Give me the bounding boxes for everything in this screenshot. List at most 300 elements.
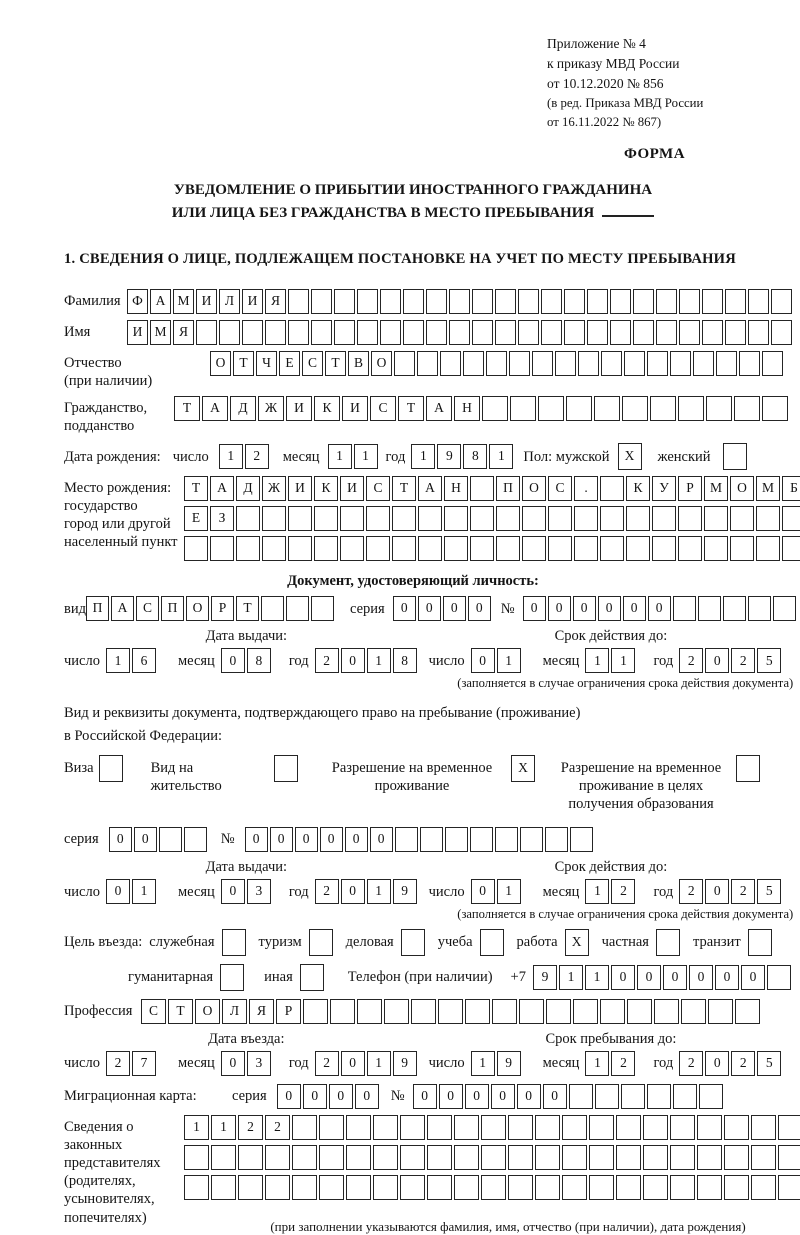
char-cell[interactable] <box>762 396 788 421</box>
char-cell[interactable]: У <box>652 476 676 501</box>
char-cell[interactable] <box>288 506 312 531</box>
char-cell[interactable] <box>357 999 382 1024</box>
char-cell[interactable] <box>470 827 493 852</box>
char-cell[interactable] <box>482 396 508 421</box>
issue-year-cells[interactable] <box>315 648 419 673</box>
char-cell[interactable]: Н <box>454 396 480 421</box>
char-cell[interactable] <box>643 1145 668 1170</box>
char-cell[interactable] <box>724 1115 749 1140</box>
char-cell[interactable]: 0 <box>370 827 393 852</box>
char-cell[interactable] <box>587 320 608 345</box>
purpose-official-checkbox[interactable] <box>222 929 248 956</box>
char-cell[interactable] <box>679 289 700 314</box>
char-cell[interactable]: 0 <box>345 827 368 852</box>
char-cell[interactable]: 2 <box>611 1051 635 1076</box>
char-cell[interactable]: 8 <box>463 444 487 469</box>
char-cell[interactable] <box>762 351 783 376</box>
patronymic-cells[interactable] <box>210 351 785 376</box>
char-cell[interactable] <box>403 289 424 314</box>
char-cell[interactable] <box>288 320 309 345</box>
char-cell[interactable] <box>238 1145 263 1170</box>
purpose-private-checkbox[interactable] <box>656 929 682 956</box>
char-cell[interactable] <box>380 289 401 314</box>
char-cell[interactable] <box>159 827 182 852</box>
guardians-row3-cells[interactable] <box>184 1175 800 1200</box>
char-cell[interactable] <box>384 999 409 1024</box>
char-cell[interactable] <box>595 1084 619 1109</box>
char-cell[interactable]: И <box>342 396 368 421</box>
char-cell[interactable] <box>678 506 702 531</box>
char-cell[interactable]: А <box>111 596 134 621</box>
char-cell[interactable] <box>311 596 334 621</box>
char-cell[interactable]: Т <box>236 596 259 621</box>
char-cell[interactable]: 0 <box>623 596 646 621</box>
char-cell[interactable] <box>427 1145 452 1170</box>
char-cell[interactable]: 1 <box>367 648 391 673</box>
char-cell[interactable] <box>330 999 355 1024</box>
char-cell[interactable] <box>522 536 546 561</box>
char-cell[interactable] <box>723 596 746 621</box>
char-cell[interactable] <box>319 1115 344 1140</box>
char-cell[interactable] <box>401 929 425 956</box>
char-cell[interactable]: П <box>161 596 184 621</box>
residence-issue-year-cells[interactable] <box>315 879 419 904</box>
char-cell[interactable]: 9 <box>497 1051 521 1076</box>
char-cell[interactable] <box>300 964 324 991</box>
doc-number-cells[interactable] <box>523 596 798 621</box>
char-cell[interactable]: 0 <box>663 965 687 990</box>
char-cell[interactable] <box>535 1175 560 1200</box>
char-cell[interactable] <box>334 289 355 314</box>
char-cell[interactable]: 1 <box>219 444 243 469</box>
char-cell[interactable] <box>693 351 714 376</box>
doc-series-cells[interactable] <box>393 596 493 621</box>
purpose-other-checkbox[interactable] <box>300 964 326 991</box>
char-cell[interactable] <box>319 1145 344 1170</box>
char-cell[interactable]: 2 <box>611 879 635 904</box>
char-cell[interactable] <box>678 536 702 561</box>
char-cell[interactable] <box>656 289 677 314</box>
char-cell[interactable]: И <box>340 476 364 501</box>
char-cell[interactable]: Т <box>174 396 200 421</box>
char-cell[interactable]: 2 <box>106 1051 130 1076</box>
char-cell[interactable] <box>472 320 493 345</box>
temp-residence-checkbox[interactable] <box>511 755 537 782</box>
char-cell[interactable] <box>519 999 544 1024</box>
char-cell[interactable]: 2 <box>315 648 339 673</box>
char-cell[interactable] <box>704 536 728 561</box>
char-cell[interactable] <box>426 320 447 345</box>
char-cell[interactable] <box>627 999 652 1024</box>
char-cell[interactable] <box>532 351 553 376</box>
char-cell[interactable] <box>211 1175 236 1200</box>
char-cell[interactable]: 5 <box>757 879 781 904</box>
char-cell[interactable] <box>184 1175 209 1200</box>
char-cell[interactable]: 0 <box>418 596 441 621</box>
char-cell[interactable] <box>748 289 769 314</box>
char-cell[interactable]: 1 <box>497 648 521 673</box>
char-cell[interactable]: Б <box>782 476 800 501</box>
char-cell[interactable] <box>771 320 792 345</box>
birth-year-cells[interactable] <box>411 444 515 469</box>
char-cell[interactable] <box>594 396 620 421</box>
sex-male-checkbox[interactable] <box>618 443 644 470</box>
char-cell[interactable]: Я <box>173 320 194 345</box>
char-cell[interactable]: Е <box>279 351 300 376</box>
char-cell[interactable]: А <box>150 289 171 314</box>
char-cell[interactable] <box>444 506 468 531</box>
char-cell[interactable]: О <box>371 351 392 376</box>
surname-cells[interactable] <box>127 289 794 314</box>
char-cell[interactable]: 2 <box>245 444 269 469</box>
char-cell[interactable] <box>242 320 263 345</box>
char-cell[interactable] <box>481 1145 506 1170</box>
char-cell[interactable]: 0 <box>523 596 546 621</box>
char-cell[interactable] <box>782 536 800 561</box>
char-cell[interactable]: 0 <box>465 1084 489 1109</box>
char-cell[interactable] <box>535 1115 560 1140</box>
char-cell[interactable]: 0 <box>548 596 571 621</box>
char-cell[interactable]: 2 <box>238 1115 263 1140</box>
char-cell[interactable] <box>673 596 696 621</box>
char-cell[interactable]: О <box>195 999 220 1024</box>
name-cells[interactable] <box>127 320 794 345</box>
char-cell[interactable]: Л <box>219 289 240 314</box>
char-cell[interactable] <box>643 1115 668 1140</box>
char-cell[interactable] <box>601 351 622 376</box>
char-cell[interactable]: 5 <box>757 648 781 673</box>
char-cell[interactable] <box>518 320 539 345</box>
char-cell[interactable] <box>600 536 624 561</box>
char-cell[interactable] <box>184 536 208 561</box>
char-cell[interactable] <box>492 999 517 1024</box>
char-cell[interactable] <box>578 351 599 376</box>
phone-cells[interactable] <box>533 965 793 990</box>
char-cell[interactable]: 5 <box>757 1051 781 1076</box>
char-cell[interactable]: С <box>302 351 323 376</box>
char-cell[interactable]: 1 <box>211 1115 236 1140</box>
char-cell[interactable] <box>748 320 769 345</box>
char-cell[interactable]: X <box>618 443 642 470</box>
char-cell[interactable] <box>706 396 732 421</box>
char-cell[interactable]: А <box>202 396 228 421</box>
char-cell[interactable] <box>569 1084 593 1109</box>
char-cell[interactable] <box>699 1084 723 1109</box>
char-cell[interactable] <box>357 289 378 314</box>
char-cell[interactable]: 0 <box>355 1084 379 1109</box>
char-cell[interactable] <box>481 1175 506 1200</box>
char-cell[interactable] <box>274 755 298 782</box>
char-cell[interactable] <box>440 351 461 376</box>
char-cell[interactable]: 0 <box>329 1084 353 1109</box>
char-cell[interactable] <box>265 1175 290 1200</box>
char-cell[interactable] <box>400 1115 425 1140</box>
sex-female-checkbox[interactable] <box>723 443 749 470</box>
char-cell[interactable]: Р <box>276 999 301 1024</box>
char-cell[interactable]: 2 <box>731 648 755 673</box>
char-cell[interactable] <box>392 506 416 531</box>
char-cell[interactable] <box>495 320 516 345</box>
char-cell[interactable]: 1 <box>367 1051 391 1076</box>
char-cell[interactable] <box>724 1145 749 1170</box>
char-cell[interactable]: 0 <box>221 879 245 904</box>
char-cell[interactable]: Н <box>444 476 468 501</box>
char-cell[interactable]: А <box>210 476 234 501</box>
char-cell[interactable] <box>562 1115 587 1140</box>
char-cell[interactable] <box>211 1145 236 1170</box>
char-cell[interactable] <box>196 320 217 345</box>
char-cell[interactable]: 3 <box>247 1051 271 1076</box>
residence-issue-day-cells[interactable] <box>106 879 158 904</box>
char-cell[interactable] <box>730 506 754 531</box>
char-cell[interactable] <box>508 1115 533 1140</box>
char-cell[interactable]: 1 <box>132 879 156 904</box>
char-cell[interactable] <box>708 999 733 1024</box>
char-cell[interactable]: 0 <box>573 596 596 621</box>
char-cell[interactable] <box>725 320 746 345</box>
char-cell[interactable]: 0 <box>471 648 495 673</box>
char-cell[interactable] <box>286 596 309 621</box>
char-cell[interactable] <box>566 396 592 421</box>
char-cell[interactable]: И <box>242 289 263 314</box>
char-cell[interactable] <box>778 1115 800 1140</box>
issue-day-cells[interactable] <box>106 648 158 673</box>
char-cell[interactable]: 0 <box>705 879 729 904</box>
char-cell[interactable] <box>496 506 520 531</box>
char-cell[interactable] <box>773 596 796 621</box>
char-cell[interactable] <box>400 1175 425 1200</box>
char-cell[interactable] <box>438 999 463 1024</box>
char-cell[interactable] <box>470 506 494 531</box>
char-cell[interactable] <box>509 351 530 376</box>
char-cell[interactable] <box>756 536 780 561</box>
char-cell[interactable] <box>698 596 721 621</box>
char-cell[interactable] <box>184 827 207 852</box>
char-cell[interactable] <box>670 351 691 376</box>
char-cell[interactable] <box>400 1145 425 1170</box>
char-cell[interactable] <box>346 1145 371 1170</box>
study-residence-checkbox[interactable] <box>736 755 762 782</box>
char-cell[interactable]: 1 <box>328 444 352 469</box>
birth-place-row3-cells[interactable] <box>184 536 800 561</box>
entry-day-cells[interactable] <box>106 1051 158 1076</box>
char-cell[interactable] <box>262 506 286 531</box>
purpose-business-checkbox[interactable] <box>401 929 427 956</box>
char-cell[interactable] <box>411 999 436 1024</box>
char-cell[interactable] <box>670 1115 695 1140</box>
char-cell[interactable]: Е <box>184 506 208 531</box>
char-cell[interactable]: 0 <box>715 965 739 990</box>
char-cell[interactable] <box>465 999 490 1024</box>
char-cell[interactable]: И <box>196 289 217 314</box>
char-cell[interactable] <box>340 536 364 561</box>
char-cell[interactable] <box>508 1145 533 1170</box>
char-cell[interactable]: Л <box>222 999 247 1024</box>
char-cell[interactable] <box>681 999 706 1024</box>
char-cell[interactable] <box>697 1145 722 1170</box>
char-cell[interactable]: И <box>288 476 312 501</box>
char-cell[interactable]: 1 <box>184 1115 209 1140</box>
char-cell[interactable] <box>292 1175 317 1200</box>
char-cell[interactable]: 2 <box>315 1051 339 1076</box>
char-cell[interactable] <box>748 929 772 956</box>
char-cell[interactable]: 0 <box>648 596 671 621</box>
char-cell[interactable]: 3 <box>247 879 271 904</box>
char-cell[interactable]: 0 <box>106 879 130 904</box>
char-cell[interactable]: Ч <box>256 351 277 376</box>
citizenship-cells[interactable] <box>174 396 790 421</box>
char-cell[interactable]: М <box>173 289 194 314</box>
char-cell[interactable]: 8 <box>247 648 271 673</box>
char-cell[interactable] <box>697 1175 722 1200</box>
residence-series-cells[interactable] <box>109 827 209 852</box>
char-cell[interactable] <box>778 1175 800 1200</box>
char-cell[interactable] <box>486 351 507 376</box>
char-cell[interactable] <box>222 929 246 956</box>
char-cell[interactable] <box>366 506 390 531</box>
residence-expiry-year-cells[interactable] <box>679 879 783 904</box>
char-cell[interactable] <box>574 536 598 561</box>
char-cell[interactable] <box>470 476 494 501</box>
char-cell[interactable]: И <box>286 396 312 421</box>
char-cell[interactable] <box>495 289 516 314</box>
char-cell[interactable] <box>427 1175 452 1200</box>
char-cell[interactable]: 0 <box>341 1051 365 1076</box>
residence-expiry-month-cells[interactable] <box>585 879 637 904</box>
char-cell[interactable] <box>480 929 504 956</box>
char-cell[interactable]: 8 <box>393 648 417 673</box>
char-cell[interactable] <box>445 827 468 852</box>
char-cell[interactable]: Т <box>184 476 208 501</box>
char-cell[interactable]: О <box>210 351 231 376</box>
char-cell[interactable] <box>449 320 470 345</box>
char-cell[interactable] <box>418 506 442 531</box>
char-cell[interactable]: 1 <box>585 879 609 904</box>
char-cell[interactable]: О <box>186 596 209 621</box>
char-cell[interactable]: М <box>150 320 171 345</box>
char-cell[interactable] <box>654 999 679 1024</box>
char-cell[interactable] <box>574 506 598 531</box>
char-cell[interactable]: . <box>574 476 598 501</box>
char-cell[interactable]: 2 <box>679 1051 703 1076</box>
char-cell[interactable]: С <box>548 476 572 501</box>
char-cell[interactable] <box>751 1145 776 1170</box>
char-cell[interactable] <box>454 1145 479 1170</box>
char-cell[interactable] <box>545 827 568 852</box>
char-cell[interactable]: 0 <box>741 965 765 990</box>
char-cell[interactable] <box>373 1175 398 1200</box>
char-cell[interactable]: 0 <box>689 965 713 990</box>
char-cell[interactable]: Я <box>265 289 286 314</box>
char-cell[interactable] <box>394 351 415 376</box>
char-cell[interactable] <box>600 999 625 1024</box>
char-cell[interactable] <box>562 1145 587 1170</box>
stay-year-cells[interactable] <box>679 1051 783 1076</box>
char-cell[interactable]: 0 <box>320 827 343 852</box>
char-cell[interactable]: 0 <box>637 965 661 990</box>
char-cell[interactable] <box>541 320 562 345</box>
char-cell[interactable] <box>311 289 332 314</box>
char-cell[interactable] <box>366 536 390 561</box>
char-cell[interactable]: 0 <box>277 1084 301 1109</box>
char-cell[interactable] <box>548 506 572 531</box>
char-cell[interactable] <box>679 320 700 345</box>
char-cell[interactable] <box>99 755 123 782</box>
char-cell[interactable]: 0 <box>468 596 491 621</box>
char-cell[interactable]: В <box>348 351 369 376</box>
char-cell[interactable]: Я <box>249 999 274 1024</box>
char-cell[interactable]: 0 <box>303 1084 327 1109</box>
char-cell[interactable] <box>573 999 598 1024</box>
char-cell[interactable] <box>418 536 442 561</box>
char-cell[interactable] <box>314 506 338 531</box>
char-cell[interactable] <box>373 1145 398 1170</box>
char-cell[interactable]: Р <box>211 596 234 621</box>
char-cell[interactable] <box>236 506 260 531</box>
char-cell[interactable] <box>589 1115 614 1140</box>
char-cell[interactable] <box>496 536 520 561</box>
char-cell[interactable]: 9 <box>393 879 417 904</box>
char-cell[interactable]: 1 <box>471 1051 495 1076</box>
char-cell[interactable] <box>522 506 546 531</box>
char-cell[interactable]: 0 <box>393 596 416 621</box>
birth-place-row1-cells[interactable] <box>184 476 800 501</box>
char-cell[interactable] <box>633 289 654 314</box>
char-cell[interactable] <box>652 506 676 531</box>
migration-series-cells[interactable] <box>277 1084 381 1109</box>
char-cell[interactable]: 1 <box>354 444 378 469</box>
char-cell[interactable] <box>417 351 438 376</box>
char-cell[interactable]: 0 <box>543 1084 567 1109</box>
char-cell[interactable]: Д <box>230 396 256 421</box>
char-cell[interactable]: С <box>366 476 390 501</box>
char-cell[interactable]: Т <box>325 351 346 376</box>
char-cell[interactable]: 0 <box>705 648 729 673</box>
char-cell[interactable] <box>622 396 648 421</box>
char-cell[interactable]: З <box>210 506 234 531</box>
char-cell[interactable]: С <box>136 596 159 621</box>
char-cell[interactable] <box>624 351 645 376</box>
char-cell[interactable]: 2 <box>315 879 339 904</box>
char-cell[interactable]: Т <box>398 396 424 421</box>
char-cell[interactable]: А <box>426 396 452 421</box>
char-cell[interactable] <box>314 536 338 561</box>
char-cell[interactable] <box>600 506 624 531</box>
char-cell[interactable] <box>261 596 284 621</box>
stay-month-cells[interactable] <box>585 1051 637 1076</box>
expiry-year-cells[interactable] <box>679 648 783 673</box>
char-cell[interactable] <box>562 1175 587 1200</box>
char-cell[interactable] <box>548 536 572 561</box>
char-cell[interactable] <box>723 443 747 470</box>
char-cell[interactable] <box>357 320 378 345</box>
char-cell[interactable]: И <box>127 320 148 345</box>
residence-issue-month-cells[interactable] <box>221 879 273 904</box>
char-cell[interactable]: 7 <box>132 1051 156 1076</box>
residence-number-cells[interactable] <box>245 827 595 852</box>
char-cell[interactable] <box>730 536 754 561</box>
birth-day-cells[interactable] <box>219 444 271 469</box>
purpose-transit-checkbox[interactable] <box>748 929 774 956</box>
char-cell[interactable] <box>656 320 677 345</box>
char-cell[interactable] <box>546 999 571 1024</box>
char-cell[interactable] <box>673 1084 697 1109</box>
char-cell[interactable] <box>427 1115 452 1140</box>
char-cell[interactable]: 0 <box>221 648 245 673</box>
stay-day-cells[interactable] <box>471 1051 523 1076</box>
char-cell[interactable]: О <box>522 476 546 501</box>
char-cell[interactable] <box>210 536 234 561</box>
